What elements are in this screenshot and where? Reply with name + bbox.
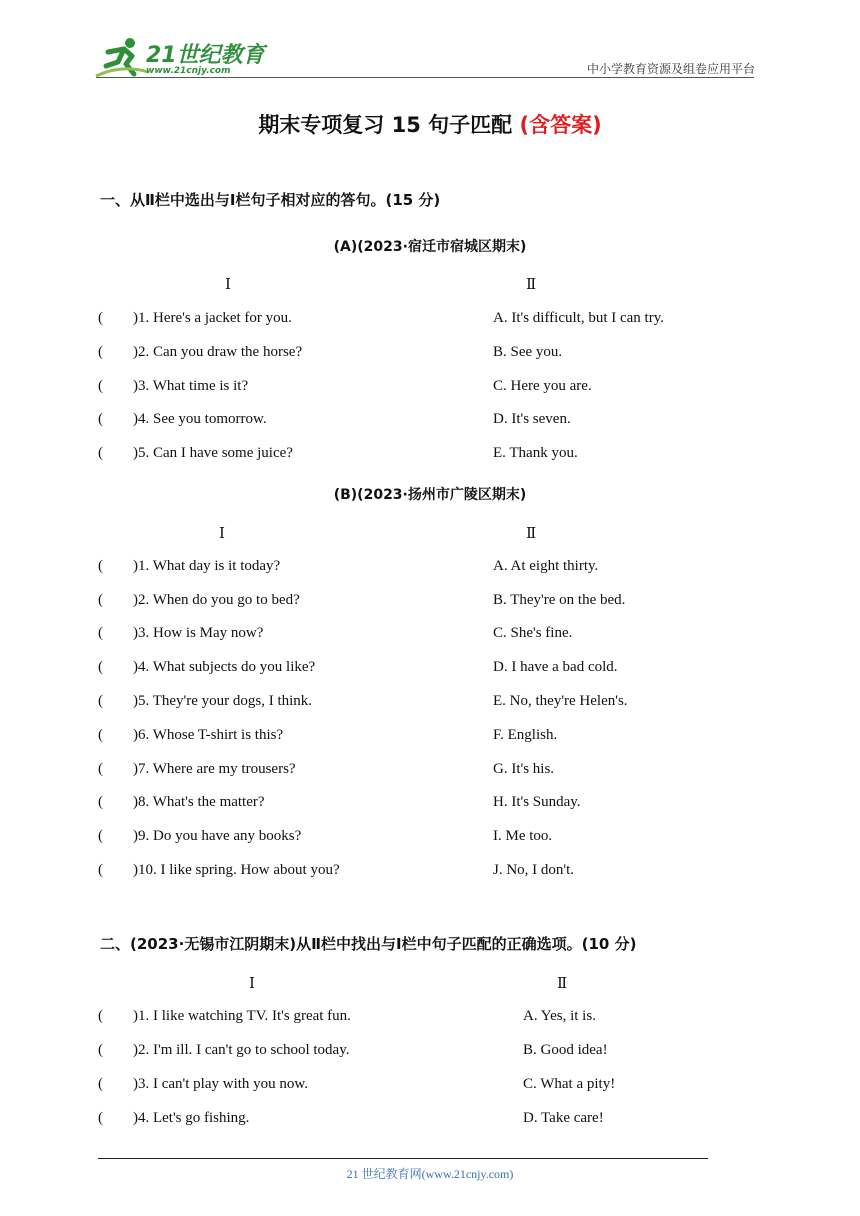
answer-option: I. Me too. [493,828,553,844]
question-row: ( )1. I like watching TV. It's great fun. [98,1008,351,1024]
section-1a-column-1-header: Ⅰ [225,277,231,293]
site-logo-url: www.21cnjy.com [146,66,231,76]
header-divider [96,77,754,78]
question-row: ( )1. Here's a jacket for you. [98,310,292,326]
page-title-main: 期末专项复习 15 句子匹配 [258,113,513,137]
page-title [0,109,860,139]
footer-divider [98,1158,708,1159]
site-logo-text: 21世纪教育 [146,43,265,68]
answer-option: J. No, I don't. [493,862,575,878]
answer-option: A. Yes, it is. [523,1008,596,1024]
section-2-column-2-header: Ⅱ [557,976,568,992]
question-row: ( )5. They're your dogs, I think. [98,693,313,709]
section-1b-column-1-header: Ⅰ [219,526,225,542]
answer-option: G. It's his. [493,761,555,777]
answer-option: B. See you. [493,344,563,360]
answer-option: C. Here you are. [493,378,592,394]
answer-option: B. Good idea! [523,1042,608,1058]
section-1a-column-2-header: Ⅱ [526,277,537,293]
question-row: ( )2. Can you draw the horse? [98,344,303,360]
answer-option: F. English. [493,727,558,743]
section-1-heading: 一、从Ⅱ栏中选出与Ⅰ栏句子相对应的答句。(15 分) [100,191,441,209]
question-row: ( )8. What's the matter? [98,794,265,810]
answer-option: A. It's difficult, but I can try. [493,310,664,326]
answer-option: A. At eight thirty. [493,558,599,574]
answer-option: B. They're on the bed. [493,592,626,608]
question-row: ( )9. Do you have any books? [98,828,302,844]
answer-option: C. What a pity! [523,1076,616,1092]
question-row: ( )2. I'm ill. I can't go to school today. [98,1042,350,1058]
question-row: ( )4. See you tomorrow. [98,411,267,427]
question-row: ( )4. What subjects do you like? [98,659,316,675]
question-row: ( )6. Whose T-shirt is this? [98,727,284,743]
question-row: ( )7. Where are my trousers? [98,761,296,777]
platform-tagline: 中小学教育资源及组卷应用平台 [586,62,755,76]
section-1b-heading: (B)(2023·扬州市广陵区期末) [333,487,527,503]
question-row: ( )2. When do you go to bed? [98,592,300,608]
question-row: ( )4. Let's go fishing. [98,1110,250,1126]
question-row: ( )5. Can I have some juice? [98,445,293,461]
question-row: ( )3. What time is it? [98,378,249,394]
footer-text: 21 世纪教育网(www.21cnjy.com) [346,1167,514,1181]
answer-option: D. I have a bad cold. [493,659,618,675]
answer-option: D. Take care! [523,1110,604,1126]
answer-option: D. It's seven. [493,411,571,427]
section-1b-column-2-header: Ⅱ [526,526,537,542]
question-row: ( )10. I like spring. How about you? [98,862,340,878]
site-logo-runner-icon [94,36,150,78]
answer-option: C. She's fine. [493,625,573,641]
question-row: ( )1. What day is it today? [98,558,281,574]
answer-option: E. Thank you. [493,445,578,461]
section-1a-heading: (A)(2023·宿迁市宿城区期末) [333,239,527,255]
answer-option: E. No, they're Helen's. [493,693,628,709]
question-row: ( )3. How is May now? [98,625,264,641]
section-2-heading: 二、(2023·无锡市江阴期末)从Ⅱ栏中找出与Ⅰ栏中句子匹配的正确选项。(10 分) [100,935,637,953]
answer-option: H. It's Sunday. [493,794,581,810]
page-title-answer-note: (含答案) [519,113,602,137]
question-row: ( )3. I can't play with you now. [98,1076,309,1092]
section-2-column-1-header: Ⅰ [249,976,255,992]
